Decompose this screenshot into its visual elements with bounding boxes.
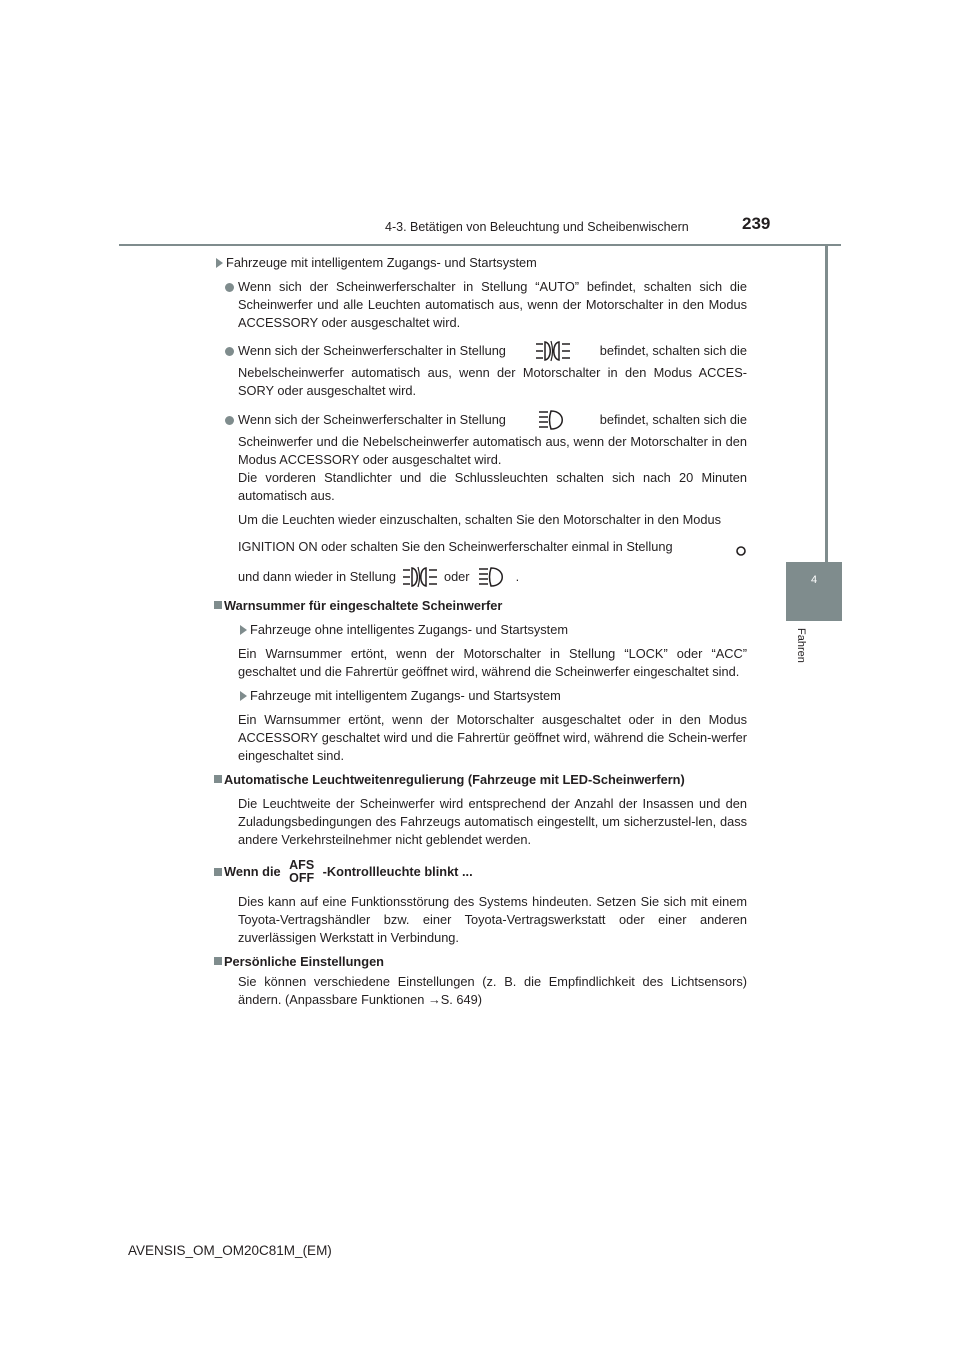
section-body — [214, 795, 747, 849]
bullet-text: Wenn sich der Scheinwerferschalter in Stellung — [238, 343, 506, 358]
paragraph-text: Ein Warnsummer ertönt, wenn der Motorschalter ausgeschaltet oder in den Modus ACCESSORY geschaltet wird und die Fahrertür geöffnet wird, während die Schein-werfer eingeschaltet sind. — [238, 712, 747, 763]
section-title: Persönliche Einstellungen — [224, 954, 384, 969]
square-marker-icon — [214, 957, 222, 965]
section-body — [214, 893, 747, 947]
bullet-item — [214, 338, 747, 400]
bullet-dot-icon — [225, 347, 234, 356]
header-rule — [119, 244, 841, 246]
paragraph-text: Die Leuchtweite der Scheinwerfer wird entsprechend der Anzahl der Insassen und den Zuladungsbedingungen des Fahrzeugs automatisch eingestellt, um sicherzustel-len, dass andere Verkehrsteilnehmer nicht geblendet werden. — [238, 796, 747, 847]
bullet-text: Wenn sich der Scheinwerferschalter in Stellung “AUTO” befindet, schalten sich die Scheinwerfer und alle Leuchten automatisch aus, wenn der Motorschalter in den Modus ACCESSORY oder ausgeschaltet wird. — [238, 279, 747, 330]
bullet-item — [214, 278, 747, 332]
paragraph-text: und dann wieder in Stellung — [238, 569, 396, 584]
precondition-text: Fahrzeuge mit intelligentem Zugangs- und Startsystem — [226, 255, 537, 270]
footer-doc-code: AVENSIS_OM_OM20C81M_(EM) — [128, 1243, 332, 1258]
afs-icon-text: AFS — [289, 858, 315, 872]
bullet-dot-icon — [225, 416, 234, 425]
headlight-icon — [478, 566, 508, 588]
section-body — [214, 621, 747, 765]
section-heading — [214, 597, 747, 615]
precondition-text: Fahrzeuge ohne intelligentes Zugangs- und Startsystem — [250, 622, 568, 637]
bullet-text: Die vorderen Standlichter und die Schlussleuchten schalten sich nach 20 Minuten automatisch aus. — [238, 470, 747, 503]
off-position-icon — [735, 545, 747, 557]
page-number: 239 — [742, 214, 771, 233]
bullet-text: Scheinwerfer und die Nebelscheinwerfer automatisch aus, wenn der Motorschalter in den Modus ACCESSORY oder ausgeschaltet wird. — [238, 434, 747, 467]
bullet-text: Wenn sich der Scheinwerferschalter in Stellung — [238, 412, 506, 427]
side-tab-line — [825, 246, 828, 562]
square-marker-icon — [214, 775, 222, 783]
section-title: Automatische Leuchtweitenregulierung (Fahrzeuge mit LED-Scheinwerfern) — [224, 772, 685, 787]
fog-light-icon — [402, 566, 438, 588]
triangle-marker-icon — [240, 625, 247, 635]
precondition — [214, 254, 747, 272]
bullet-text: Nebelscheinwerfer automatisch aus, wenn der Motorschalter in den Modus ACCES-SORY oder ausgeschaltet wird. — [238, 365, 747, 398]
triangle-marker-icon — [240, 691, 247, 701]
bullet-item — [214, 407, 747, 505]
paragraph-text: . — [515, 569, 520, 584]
precondition-text: Fahrzeuge mit intelligentem Zugangs- und Startsystem — [250, 688, 561, 703]
square-marker-icon — [214, 868, 222, 876]
headlight-icon — [538, 409, 568, 431]
paragraph-text: Um die Leuchten wieder einzuschalten, schalten Sie den Motorschalter in den Modus — [238, 512, 722, 527]
paragraph-text: IGNITION ON oder schalten Sie den Scheinwerferschalter einmal in Stellung — [238, 539, 673, 554]
section-title: Wenn die — [224, 864, 281, 879]
chapter-number: 4 — [810, 574, 818, 586]
section-heading — [214, 953, 747, 971]
fog-light-icon — [535, 340, 571, 362]
paragraph-text: oder — [443, 569, 470, 584]
off-icon-text: OFF — [289, 871, 315, 885]
paragraph — [214, 511, 747, 591]
section-heading — [214, 771, 747, 789]
section-title: -Kontrollleuchte blinkt ... — [322, 864, 473, 879]
header-title: 4-3. Betätigen von Beleuchtung und Scheibenwischern — [385, 220, 689, 234]
section-title: Warnsummer für eingeschaltete Scheinwerfer — [224, 598, 503, 613]
triangle-marker-icon — [216, 258, 223, 268]
section-heading — [214, 855, 747, 889]
bullet-dot-icon — [225, 283, 234, 292]
paragraph-text: Sie können verschiedene Einstellungen (z. B. die Empfindlichkeit des Lichtsensors) ändern. (Anpassbare Funktionen →S. 649) — [238, 974, 747, 1007]
bullet-text: befindet, schalten sich die — [599, 343, 747, 358]
bullet-text: befindet, schalten sich die — [599, 412, 747, 427]
square-marker-icon — [214, 601, 222, 609]
precondition — [238, 621, 747, 639]
afs-off-indicator-icon — [287, 859, 317, 885]
chapter-label: Fahren — [795, 628, 807, 663]
page-content — [214, 254, 747, 1009]
precondition — [238, 687, 747, 705]
section-body — [214, 973, 747, 1009]
chapter-tab — [786, 562, 842, 621]
paragraph-text: Ein Warnsummer ertönt, wenn der Motorschalter in Stellung “LOCK” oder “ACC” geschaltet und die Fahrertür geöffnet wird, während die Scheinwerfer eingeschaltet sind. — [238, 646, 747, 679]
paragraph-text: Dies kann auf eine Funktionsstörung des Systems hindeuten. Setzen Sie sich mit einem Toyota-Vertragshändler bzw. einer Toyota-Vertragswerkstatt oder einer anderen zuverlässigen Werkstatt in Verbindung. — [238, 894, 747, 945]
